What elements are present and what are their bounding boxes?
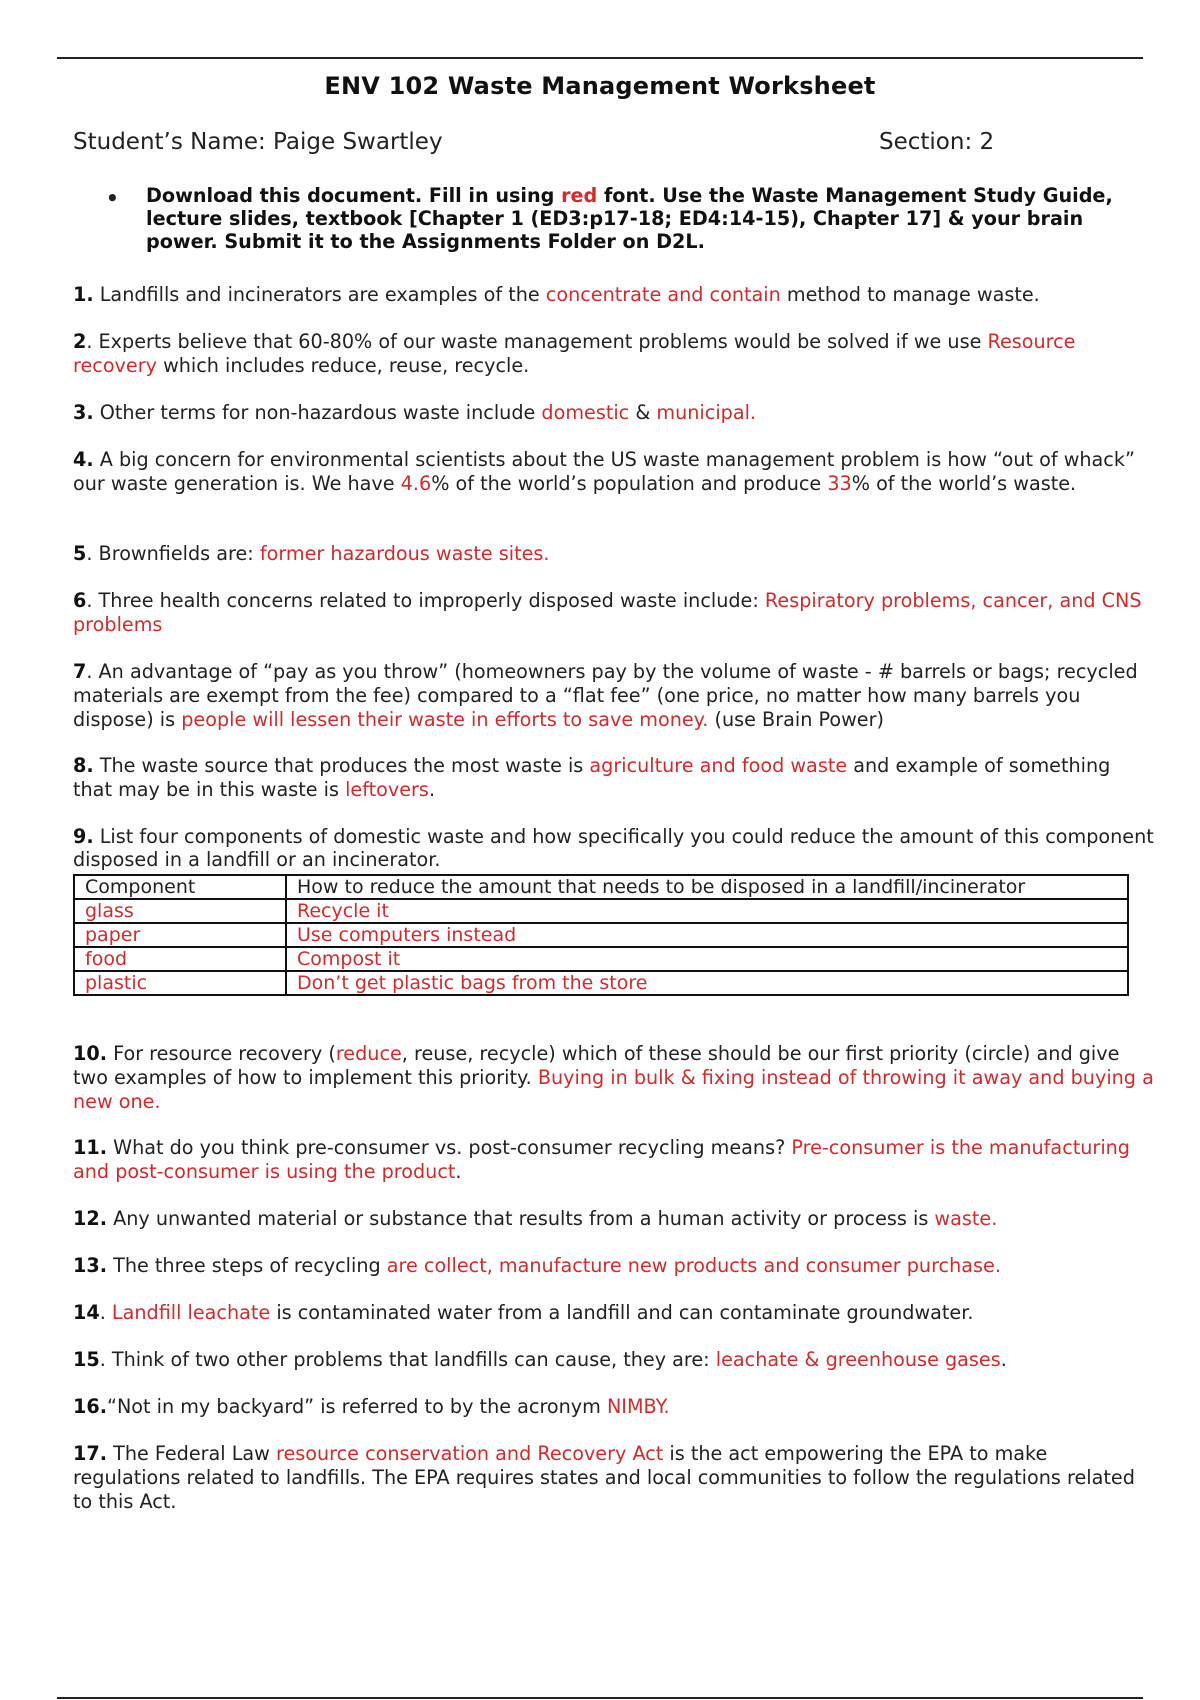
answer: resource conservation and Recovery Act xyxy=(275,1442,664,1465)
question-12: 12. Any unwanted material or substance that results from a human activity or process is waste. xyxy=(73,1207,998,1230)
answer: Respiratory problems, cancer, and CNS problems xyxy=(73,589,1142,636)
table-row xyxy=(74,899,1128,923)
question-8: 8. The waste source that produces the most waste is agriculture and food waste and example of something that may be in this waste is leftovers. xyxy=(73,754,1111,801)
answer: Buying in bulk & fixing instead of throwing it away and buying a new one. xyxy=(73,1066,1154,1113)
page-title: ENV 102 Waste Management Worksheet xyxy=(324,72,876,100)
table-header-row xyxy=(74,875,1128,899)
section-number: Section: 2 xyxy=(879,129,995,155)
question-16: 16.“Not in my backyard” is referred to by the acronym NIMBY. xyxy=(73,1395,670,1418)
question-2: 2. Experts believe that 60-80% of our waste management problems would be solved if we use Resource recovery which includes reduce, reuse, recycle. xyxy=(73,330,1076,377)
top-rule xyxy=(57,57,1143,59)
bottom-rule xyxy=(57,1697,1143,1699)
question-17: 17. The Federal Law resource conservation and Recovery Act is the act empowering the EPA to make regulations related to landfills. The EPA requires states and local communities to follow the regulations related to this Act. xyxy=(73,1442,1135,1513)
question-14: 14. Landfill leachate is contaminated water from a landfill and can contaminate groundwater. xyxy=(73,1301,974,1324)
question-15: 15. Think of two other problems that landfills can cause, they are: leachate & greenhouse gases. xyxy=(73,1348,1007,1371)
table-cell: Compost it xyxy=(286,947,1128,971)
question-3: 3. Other terms for non-hazardous waste include domestic & municipal. xyxy=(73,401,757,424)
table-cell: Use computers instead xyxy=(286,923,1128,947)
question-9: 9. List four components of domestic waste and how specifically you could reduce the amount of this component disposed in a landfill or an incinerator. xyxy=(73,825,1154,871)
question-4: 4. A big concern for environmental scientists about the US waste management problem is how “out of whack” our waste generation is. We have 4.6% of the world’s population and produce 33% of the world’s waste. xyxy=(73,448,1135,495)
table-header: How to reduce the amount that needs to be disposed in a landfill/incinerator xyxy=(286,875,1128,899)
table-cell: Recycle it xyxy=(286,899,1128,923)
table-cell: food xyxy=(74,947,286,971)
table-row xyxy=(74,947,1128,971)
table-cell: Don’t get plastic bags from the store xyxy=(286,971,1128,995)
question-6: 6. Three health concerns related to improperly disposed waste include: Respiratory problems, cancer, and CNS problems xyxy=(73,589,1142,636)
instructions-red-word: red xyxy=(561,184,598,207)
answer: agriculture and food waste xyxy=(589,754,848,777)
student-name: Student’s Name: Paige Swartley xyxy=(73,129,443,155)
answer: 4.6 xyxy=(400,472,432,495)
question-10: 10. For resource recovery (reduce, reuse, recycle) which of these should be our first priority (circle) and give two examples of how to implement this priority. Buying in bulk & fixing instead of throwing it away and buying a new one. xyxy=(73,1042,1154,1113)
table-row xyxy=(74,971,1128,995)
answer: domestic xyxy=(541,401,630,424)
bullet-icon: • xyxy=(106,186,119,210)
answer: waste. xyxy=(934,1207,998,1230)
table-cell: plastic xyxy=(74,971,286,995)
answer: 33 xyxy=(827,472,852,495)
components-table xyxy=(73,874,1129,996)
instructions-text: Download this document. Fill in using xyxy=(146,184,562,207)
question-7: 7. An advantage of “pay as you throw” (homeowners pay by the volume of waste - # barrels or bags; recycled materials are exempt from the fee) compared to a “flat fee” (one price, no matter how many barrels you dispose) is people will lessen their waste in efforts to save money. (use Brain Power) xyxy=(73,660,1138,731)
question-1: 1. Landfills and incinerators are examples of the concentrate and contain method to manage waste. xyxy=(73,283,1040,306)
answer: municipal. xyxy=(656,401,757,424)
answer: Pre-consumer is the manufacturing and post-consumer is using the product xyxy=(73,1136,1130,1183)
answer: reduce xyxy=(335,1042,402,1065)
answer: NIMBY. xyxy=(606,1395,670,1418)
question-5: 5. Brownfields are: former hazardous waste sites. xyxy=(73,542,550,565)
answer: Landfill leachate xyxy=(111,1301,271,1324)
answer: concentrate and contain xyxy=(545,283,781,306)
answer: leachate & greenhouse gases xyxy=(715,1348,1001,1371)
question-13: 13. The three steps of recycling are collect, manufacture new products and consumer purchase. xyxy=(73,1254,1001,1277)
answer: leftovers xyxy=(345,778,429,801)
table-header: Component xyxy=(74,875,286,899)
table-cell: paper xyxy=(74,923,286,947)
answer: are collect, manufacture new products and consumer purchase. xyxy=(386,1254,1001,1277)
instructions-text-2: font. Use the Waste Management Study Guide, lecture slides, textbook [Chapter 1 (ED3:p17-18; ED4:14-15), Chapter 17] & your brain power. Submit it to the Assignments Folder on D2L. xyxy=(146,184,1113,253)
answer: former hazardous waste sites. xyxy=(259,542,550,565)
table-row xyxy=(74,923,1128,947)
instructions xyxy=(146,184,1146,253)
answer: Resource recovery xyxy=(73,330,1076,377)
table-cell: glass xyxy=(74,899,286,923)
question-11: 11. What do you think pre-consumer vs. post-consumer recycling means? Pre-consumer is the manufacturing and post-consumer is using the product. xyxy=(73,1136,1130,1183)
answer: people will lessen their waste in efforts to save money. xyxy=(181,708,709,731)
